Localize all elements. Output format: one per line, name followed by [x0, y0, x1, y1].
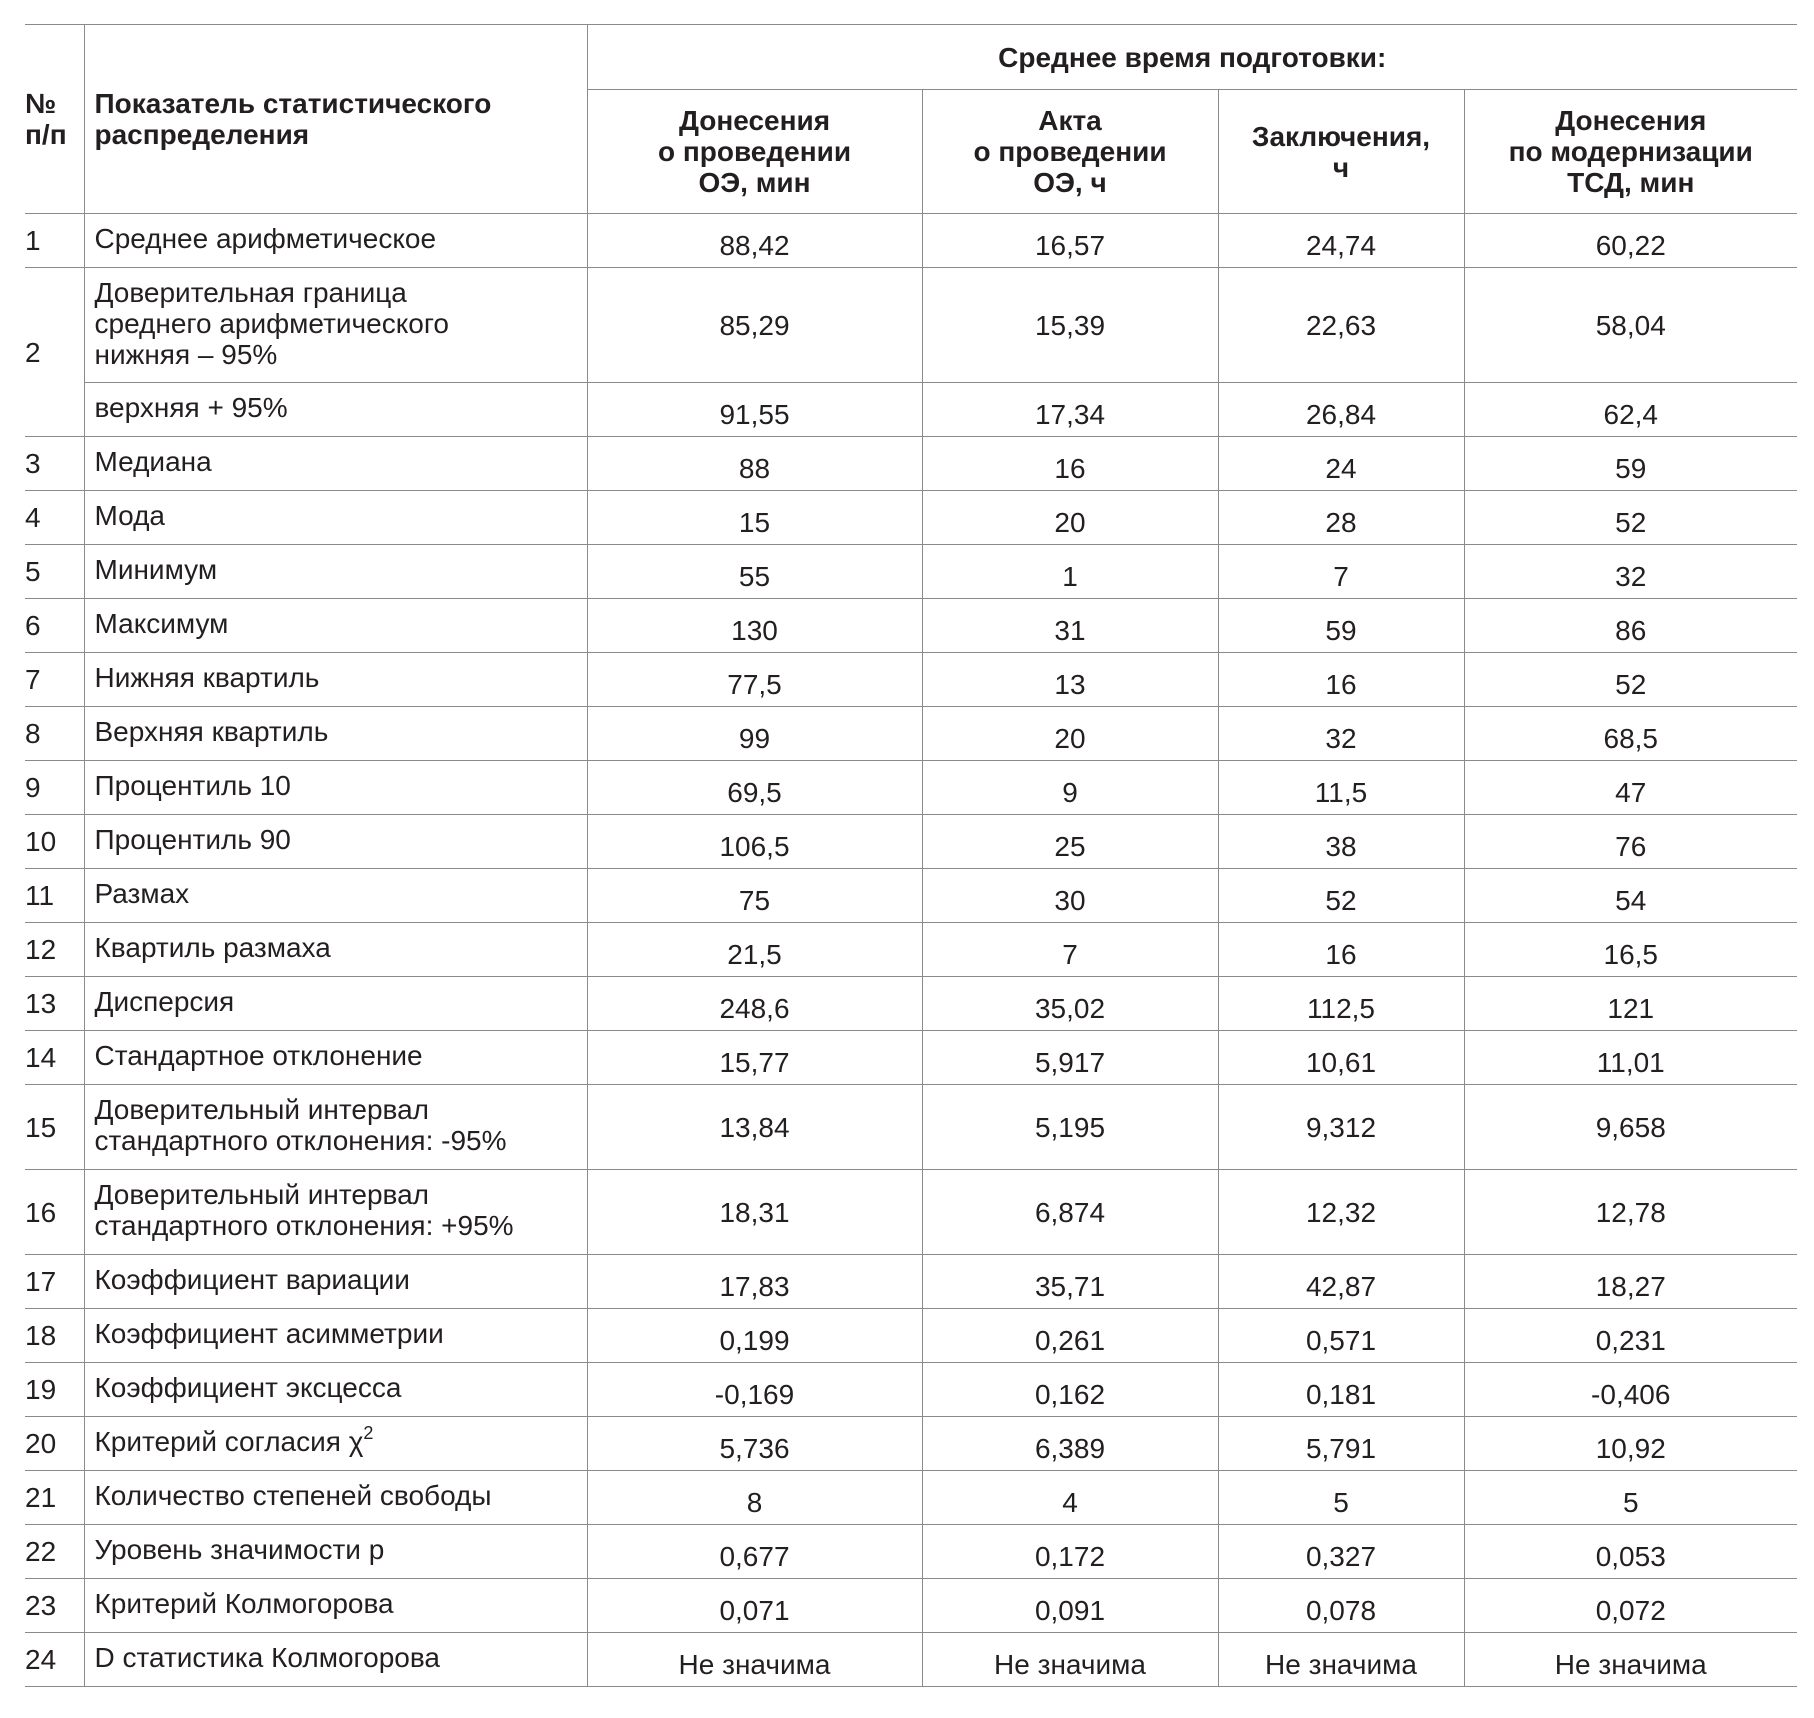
row-indicator: [84, 1031, 587, 1085]
row-indicator: [84, 437, 587, 491]
row-value-col-3: 0,327: [1218, 1525, 1464, 1579]
row-value-col-1: 0,199: [587, 1309, 922, 1363]
row-indicator-label: Дисперсия: [94, 986, 235, 1017]
row-value-col-3: 28: [1218, 491, 1464, 545]
row-indicator: [84, 977, 587, 1031]
row-value-col-4: 121: [1464, 977, 1797, 1031]
row-indicator-label: Максимум: [94, 608, 229, 639]
table-row: [25, 653, 1797, 707]
row-value-col-4: 68,5: [1464, 707, 1797, 761]
table-row: [25, 491, 1797, 545]
row-value-col-1: -0,169: [587, 1363, 922, 1417]
row-value-col-2: 15,39: [922, 268, 1218, 383]
table-row: [25, 599, 1797, 653]
row-indicator-label: Коэффициент вариации: [94, 1264, 410, 1295]
row-value-col-4: -0,406: [1464, 1363, 1797, 1417]
row-value-col-1: 85,29: [587, 268, 922, 383]
table-row: [25, 1579, 1797, 1633]
table-row: [25, 761, 1797, 815]
row-value-col-3: 0,571: [1218, 1309, 1464, 1363]
row-value-col-1: 88,42: [587, 214, 922, 268]
row-indicator-label: Критерий Колмогорова: [94, 1588, 394, 1619]
row-indicator: [84, 214, 587, 268]
row-indicator-label: Размах: [94, 878, 190, 909]
row-number: 18: [25, 1309, 84, 1363]
row-value-col-4: 47: [1464, 761, 1797, 815]
row-value-col-4: 5: [1464, 1471, 1797, 1525]
row-indicator: [84, 761, 587, 815]
row-value-col-2: 20: [922, 491, 1218, 545]
row-value-col-2: 0,172: [922, 1525, 1218, 1579]
row-value-col-2: 35,71: [922, 1255, 1218, 1309]
row-value-col-3: 0,078: [1218, 1579, 1464, 1633]
row-number: 5: [25, 545, 84, 599]
row-value-col-4: 9,658: [1464, 1085, 1797, 1170]
row-value-col-3: 16: [1218, 923, 1464, 977]
row-value-col-4: 59: [1464, 437, 1797, 491]
row-indicator: [84, 1170, 587, 1255]
table-row: [25, 1471, 1797, 1525]
row-indicator-label: Доверительный интервал стандартного отклонения: -95%: [94, 1094, 507, 1156]
row-value-col-3: 26,84: [1218, 383, 1464, 437]
row-indicator: [84, 545, 587, 599]
header-num: [25, 25, 84, 214]
table-row: [25, 1525, 1797, 1579]
row-indicator: [84, 1085, 587, 1170]
row-indicator-label: Количество степеней свободы: [94, 1480, 492, 1511]
row-value-col-2: 16,57: [922, 214, 1218, 268]
row-value-col-4: 18,27: [1464, 1255, 1797, 1309]
table-row: [25, 1255, 1797, 1309]
row-value-col-1: 88: [587, 437, 922, 491]
row-number: 17: [25, 1255, 84, 1309]
header-row-group: [25, 25, 1797, 90]
row-indicator-superscript: 2: [363, 1422, 374, 1443]
row-indicator-label: Коэффициент асимметрии: [94, 1318, 444, 1349]
row-value-col-1: 91,55: [587, 383, 922, 437]
row-value-col-3: 11,5: [1218, 761, 1464, 815]
table-row: [25, 268, 1797, 383]
row-value-col-2: 0,261: [922, 1309, 1218, 1363]
row-value-col-2: 16: [922, 437, 1218, 491]
row-value-col-3: 42,87: [1218, 1255, 1464, 1309]
row-value-col-3: 59: [1218, 599, 1464, 653]
row-indicator: [84, 923, 587, 977]
row-value-col-4: 76: [1464, 815, 1797, 869]
table-body: [25, 214, 1797, 1687]
row-value-col-4: 0,053: [1464, 1525, 1797, 1579]
row-value-col-2: Не значима: [922, 1633, 1218, 1687]
row-indicator-label: Квартиль размаха: [94, 932, 331, 963]
row-value-col-3: 24: [1218, 437, 1464, 491]
table-row: [25, 1170, 1797, 1255]
row-value-col-4: 0,072: [1464, 1579, 1797, 1633]
table-row: [25, 1363, 1797, 1417]
row-value-col-3: 10,61: [1218, 1031, 1464, 1085]
row-value-col-1: 5,736: [587, 1417, 922, 1471]
row-value-col-3: 12,32: [1218, 1170, 1464, 1255]
header-num-label: № п/п: [25, 88, 67, 150]
row-value-col-2: 13: [922, 653, 1218, 707]
row-indicator: [84, 1309, 587, 1363]
row-indicator: [84, 869, 587, 923]
row-value-col-2: 5,917: [922, 1031, 1218, 1085]
row-indicator: [84, 815, 587, 869]
row-value-col-1: 55: [587, 545, 922, 599]
row-indicator-label: Критерий согласия χ: [94, 1426, 364, 1457]
row-value-col-1: 17,83: [587, 1255, 922, 1309]
row-value-col-2: 30: [922, 869, 1218, 923]
row-value-col-1: 15: [587, 491, 922, 545]
row-indicator: [84, 1633, 587, 1687]
row-value-col-4: 16,5: [1464, 923, 1797, 977]
row-number: 11: [25, 869, 84, 923]
table-row: [25, 923, 1797, 977]
row-number: 4: [25, 491, 84, 545]
row-indicator-label: D статистика Колмогорова: [94, 1642, 440, 1673]
row-value-col-2: 0,162: [922, 1363, 1218, 1417]
row-number: 15: [25, 1085, 84, 1170]
row-indicator-label: Минимум: [94, 554, 218, 585]
row-indicator-label: Стандартное отклонение: [94, 1040, 423, 1071]
header-indicator: [84, 25, 587, 214]
row-number: 20: [25, 1417, 84, 1471]
row-value-col-1: 77,5: [587, 653, 922, 707]
row-indicator-label: Доверительная граница среднего арифметического нижняя – 95%: [94, 277, 449, 370]
row-indicator: [84, 1471, 587, 1525]
header-column-report-oe: Донесения о проведении ОЭ, мин: [587, 90, 922, 214]
row-value-col-3: 22,63: [1218, 268, 1464, 383]
row-indicator-label: Мода: [94, 500, 166, 531]
row-value-col-4: 60,22: [1464, 214, 1797, 268]
header-column-conclusion: Заключения, ч: [1218, 90, 1464, 214]
row-value-col-4: 58,04: [1464, 268, 1797, 383]
row-value-col-3: 5: [1218, 1471, 1464, 1525]
row-value-col-2: 25: [922, 815, 1218, 869]
table-row: [25, 869, 1797, 923]
row-number: 6: [25, 599, 84, 653]
row-value-col-1: 69,5: [587, 761, 922, 815]
row-value-col-4: 0,231: [1464, 1309, 1797, 1363]
table-row: [25, 1031, 1797, 1085]
table-row: [25, 977, 1797, 1031]
row-number: 23: [25, 1579, 84, 1633]
header-column-act-oe: Акта о проведении ОЭ, ч: [922, 90, 1218, 214]
row-number: 10: [25, 815, 84, 869]
row-value-col-1: 75: [587, 869, 922, 923]
row-value-col-3: 0,181: [1218, 1363, 1464, 1417]
row-value-col-2: 4: [922, 1471, 1218, 1525]
row-value-col-4: 12,78: [1464, 1170, 1797, 1255]
row-value-col-3: 112,5: [1218, 977, 1464, 1031]
row-value-col-2: 1: [922, 545, 1218, 599]
row-indicator-label: Доверительный интервал стандартного отклонения: +95%: [94, 1179, 514, 1241]
row-indicator-label: Коэффициент эксцесса: [94, 1372, 402, 1403]
row-number: 9: [25, 761, 84, 815]
row-indicator-label: Среднее арифметическое: [94, 223, 437, 254]
table-row: [25, 214, 1797, 268]
row-number: 21: [25, 1471, 84, 1525]
row-value-col-3: 24,74: [1218, 214, 1464, 268]
row-indicator: [84, 1579, 587, 1633]
row-number: 1: [25, 214, 84, 268]
row-value-col-1: 130: [587, 599, 922, 653]
row-value-col-2: 20: [922, 707, 1218, 761]
row-value-col-1: Не значима: [587, 1633, 922, 1687]
row-indicator: [84, 491, 587, 545]
row-indicator: [84, 1417, 587, 1471]
row-value-col-4: 32: [1464, 545, 1797, 599]
table-row: [25, 437, 1797, 491]
header-group: [587, 25, 1797, 90]
row-value-col-4: Не значима: [1464, 1633, 1797, 1687]
row-value-col-2: 7: [922, 923, 1218, 977]
header-group-label: Среднее время подготовки:: [998, 41, 1387, 73]
row-value-col-2: 9: [922, 761, 1218, 815]
row-value-col-1: 18,31: [587, 1170, 922, 1255]
row-value-col-3: 16: [1218, 653, 1464, 707]
row-indicator-label: Процентиль 90: [94, 824, 291, 855]
row-number: 19: [25, 1363, 84, 1417]
row-number: 12: [25, 923, 84, 977]
statistics-table: [25, 24, 1797, 1687]
row-value-col-3: 7: [1218, 545, 1464, 599]
row-value-col-1: 8: [587, 1471, 922, 1525]
row-value-col-4: 10,92: [1464, 1417, 1797, 1471]
row-indicator: [84, 653, 587, 707]
table-row: [25, 383, 1797, 437]
row-value-col-3: 32: [1218, 707, 1464, 761]
table-row: [25, 707, 1797, 761]
row-value-col-3: 38: [1218, 815, 1464, 869]
row-value-col-1: 13,84: [587, 1085, 922, 1170]
row-number: 22: [25, 1525, 84, 1579]
row-value-col-4: 86: [1464, 599, 1797, 653]
row-number: 2: [25, 268, 84, 437]
row-value-col-4: 54: [1464, 869, 1797, 923]
row-value-col-2: 0,091: [922, 1579, 1218, 1633]
row-value-col-1: 21,5: [587, 923, 922, 977]
row-number: 24: [25, 1633, 84, 1687]
row-value-col-1: 248,6: [587, 977, 922, 1031]
row-number: 14: [25, 1031, 84, 1085]
row-number: 3: [25, 437, 84, 491]
table-row: [25, 1085, 1797, 1170]
row-indicator: [84, 707, 587, 761]
row-value-col-4: 11,01: [1464, 1031, 1797, 1085]
table-row: [25, 545, 1797, 599]
row-value-col-4: 62,4: [1464, 383, 1797, 437]
row-value-col-1: 0,677: [587, 1525, 922, 1579]
row-value-col-3: 5,791: [1218, 1417, 1464, 1471]
row-number: 8: [25, 707, 84, 761]
row-value-col-3: Не значима: [1218, 1633, 1464, 1687]
row-value-col-1: 106,5: [587, 815, 922, 869]
row-value-col-2: 5,195: [922, 1085, 1218, 1170]
row-indicator-label: Верхняя квартиль: [94, 716, 329, 747]
row-value-col-4: 52: [1464, 653, 1797, 707]
row-value-col-2: 6,874: [922, 1170, 1218, 1255]
table-header: [25, 25, 1797, 214]
row-indicator: [84, 1363, 587, 1417]
row-value-col-1: 99: [587, 707, 922, 761]
row-value-col-1: 15,77: [587, 1031, 922, 1085]
row-number: 7: [25, 653, 84, 707]
header-indicator-label: Показатель статистического распределения: [94, 88, 492, 150]
row-value-col-2: 31: [922, 599, 1218, 653]
row-value-col-2: 6,389: [922, 1417, 1218, 1471]
table-row: [25, 1633, 1797, 1687]
row-indicator-label: верхняя + 95%: [94, 392, 288, 423]
row-value-col-3: 52: [1218, 869, 1464, 923]
row-indicator-label: Нижняя квартиль: [94, 662, 320, 693]
row-value-col-3: 9,312: [1218, 1085, 1464, 1170]
row-number: 16: [25, 1170, 84, 1255]
row-value-col-2: 17,34: [922, 383, 1218, 437]
table-row: [25, 1309, 1797, 1363]
table-row: [25, 1417, 1797, 1471]
row-value-col-1: 0,071: [587, 1579, 922, 1633]
row-indicator-label: Процентиль 10: [94, 770, 291, 801]
row-indicator: [84, 1525, 587, 1579]
table-row: [25, 815, 1797, 869]
row-indicator: [84, 599, 587, 653]
header-column-report-tsd: Донесения по модернизации ТСД, мин: [1464, 90, 1797, 214]
row-value-col-4: 52: [1464, 491, 1797, 545]
row-indicator: [84, 1255, 587, 1309]
row-indicator: [84, 268, 587, 383]
row-value-col-2: 35,02: [922, 977, 1218, 1031]
row-indicator-label: Уровень значимости p: [94, 1534, 385, 1565]
row-number: 13: [25, 977, 84, 1031]
row-indicator: [84, 383, 587, 437]
row-indicator-label: Медиана: [94, 446, 212, 477]
